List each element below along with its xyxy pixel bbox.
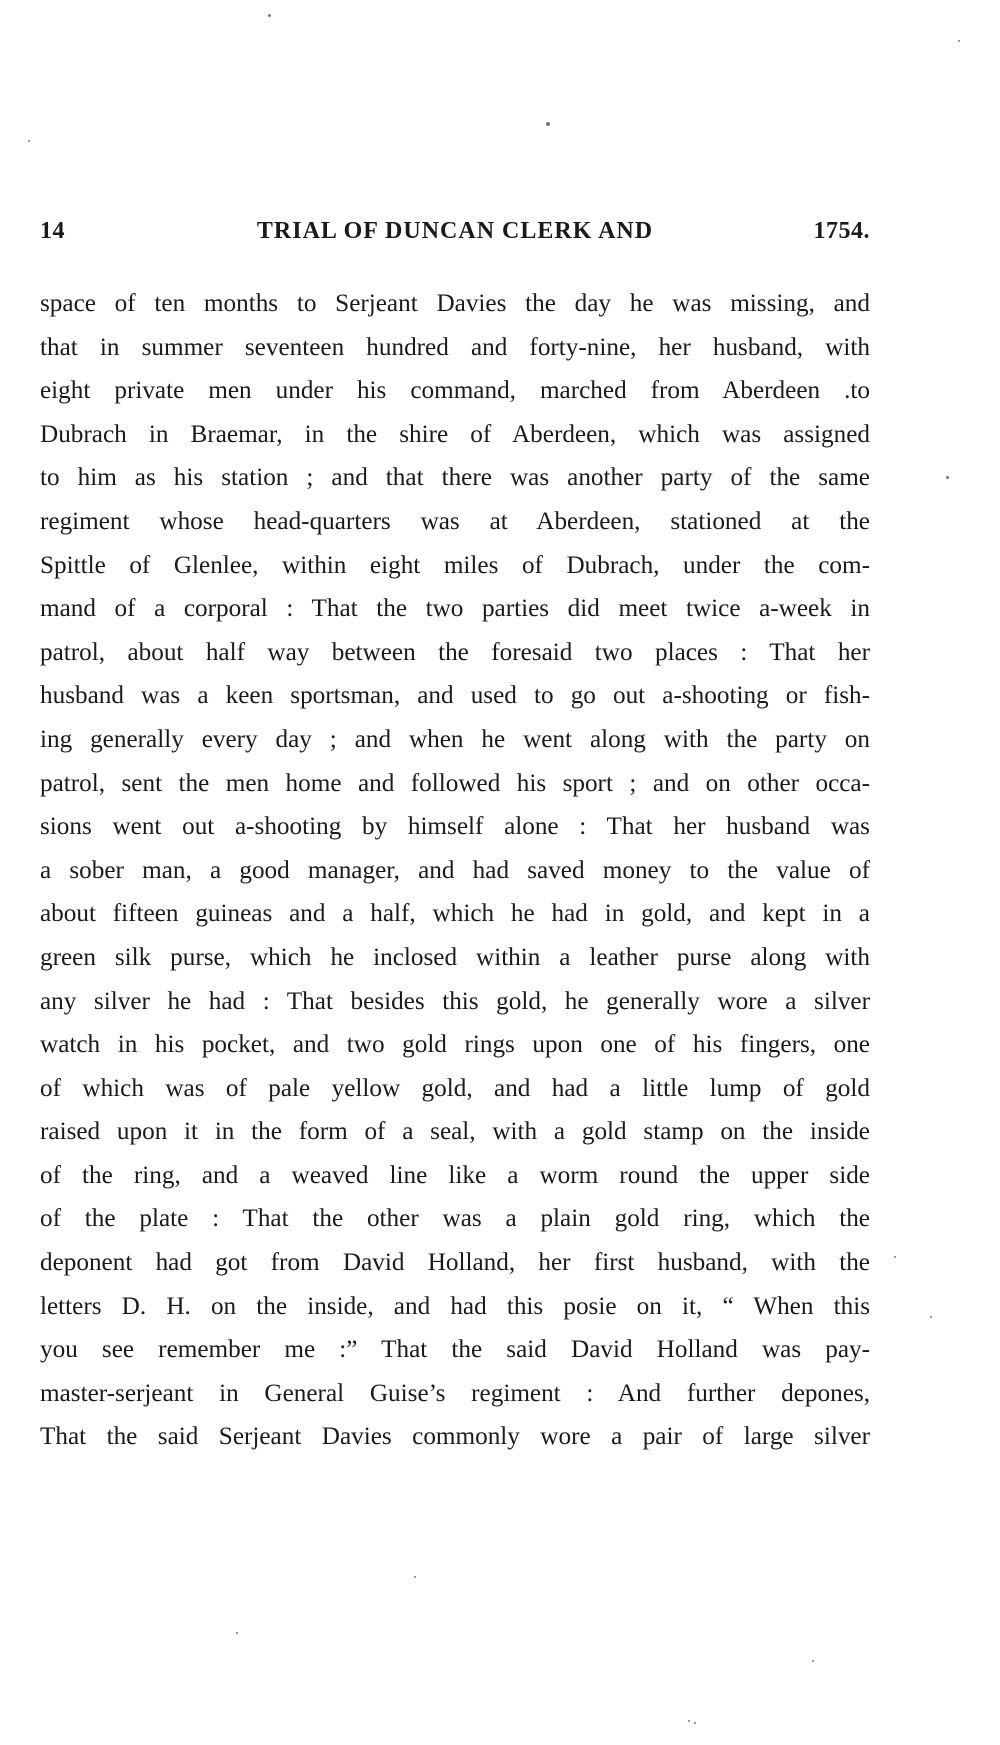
text-line: ing generally every day ; and when he went along with the party on [40, 725, 870, 753]
text-line: any silver he had : That besides this gold, he generally wore a silver [40, 987, 870, 1015]
text-line: about fifteen guineas and a half, which he had in gold, and kept in a [40, 900, 870, 928]
scan-speck [236, 1632, 238, 1634]
text-line: you see remember me :” That the said David Holland was pay- [40, 1336, 870, 1364]
text-line: patrol, sent the men home and followed his sport ; and on other occa- [40, 769, 870, 797]
text-line: raised upon it in the form of a seal, with a gold stamp on the inside [40, 1118, 870, 1146]
scan-speck [946, 476, 949, 479]
text-line: That the said Serjeant Davies commonly wore a pair of large silver [40, 1423, 870, 1451]
text-line: to him as his station ; and that there was another party of the same [40, 464, 870, 492]
scan-speck [414, 1576, 416, 1578]
text-line: mand of a corporal : That the two parties did meet twice a-week in [40, 595, 870, 623]
scan-speck [546, 122, 550, 126]
text-line: master-serjeant in General Guise’s regiment : And further depones, [40, 1379, 870, 1407]
text-line: regiment whose head-quarters was at Aberdeen, stationed at the [40, 507, 870, 535]
scan-speck [28, 140, 30, 142]
text-line: of which was of pale yellow gold, and had a little lump of gold [40, 1074, 870, 1102]
text-line: that in summer seventeen hundred and forty-nine, her husband, with [40, 333, 870, 361]
scan-speck [894, 1256, 896, 1258]
text-line: of the ring, and a weaved line like a worm round the upper side [40, 1161, 870, 1189]
text-line: husband was a keen sportsman, and used to go out a-shooting or fish- [40, 682, 870, 710]
scan-speck [930, 1316, 932, 1318]
text-line: space of ten months to Serjeant Davies the day he was missing, and [40, 290, 870, 317]
header-year: 1754. [813, 218, 870, 244]
page-number: 14 [40, 218, 65, 244]
running-title: TRIAL OF DUNCAN CLERK AND [256, 218, 654, 244]
text-line: sions went out a-shooting by himself alone : That her husband was [40, 813, 870, 841]
text-line: Dubrach in Braemar, in the shire of Aberdeen, which was assigned [40, 420, 870, 448]
scan-speck [268, 14, 271, 17]
scan-speck [958, 40, 960, 42]
text-line: letters D. H. on the inside, and had this posie on it, “ When this [40, 1292, 870, 1320]
scan-speck [812, 1660, 814, 1662]
text-line: eight private men under his command, marched from Aberdeen .to [40, 377, 870, 405]
text-line: a sober man, a good manager, and had saved money to the value of [40, 856, 870, 884]
text-line: of the plate : That the other was a plain gold ring, which the [40, 1205, 870, 1233]
body-text [40, 282, 870, 1459]
text-line: patrol, about half way between the foresaid two places : That her [40, 638, 870, 666]
scan-speck [688, 1720, 690, 1722]
scan-speck [694, 1722, 696, 1724]
text-line: deponent had got from David Holland, her first husband, with the [40, 1249, 870, 1277]
text-line: green silk purse, which he inclosed within a leather purse along with [40, 943, 870, 971]
page-header [40, 218, 870, 252]
text-line: watch in his pocket, and two gold rings upon one of his fingers, one [40, 1031, 870, 1059]
text-line: Spittle of Glenlee, within eight miles of Dubrach, under the com- [40, 551, 870, 579]
